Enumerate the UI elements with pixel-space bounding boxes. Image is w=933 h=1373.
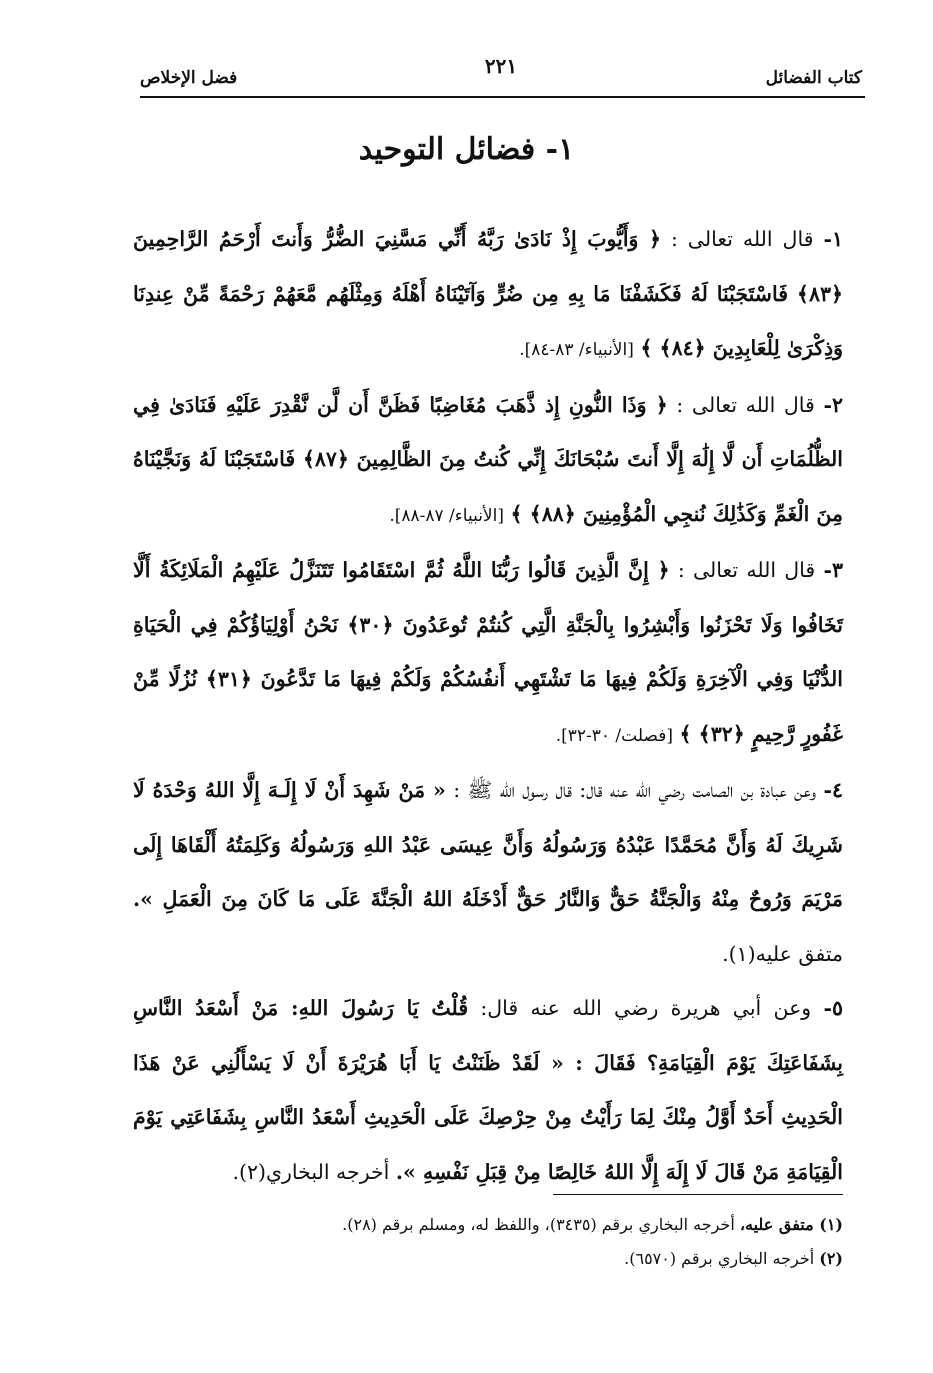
- footnote-text: أخرجه البخاري برقم (٣٤٣٥)، واللفظ له، ومسلم برقم (٢٨).: [342, 1215, 735, 1234]
- chapter-title: ١- فضائل التوحيد: [358, 132, 575, 167]
- verse-reference: [الأنبياء/ ٨٧-٨٨].: [389, 505, 504, 526]
- paragraph-2: [133, 378, 843, 544]
- paragraph-intro: قال الله تعالى :: [677, 558, 816, 582]
- quran-verse: ﴿ إِنَّ الَّذِينَ قَالُوا رَبُّنَا اللَّهُ ثُمَّ اسْتَقَامُوا تَتَنَزَّلُ عَلَيْهِمُ الْمَلَائِكَةُ أَلَّا تَخَافُوا وَلَا تَحْزَنُوا وَأَبْشِرُوا بِالْجَنَّةِ الَّتِي كُنتُمْ تُوعَدُونَ ﴿٣٠﴾ نَحْنُ أَوْلِيَاؤُكُمْ فِي الْحَيَاةِ الدُّنْيَا وَفِي الْآخِرَةِ وَلَكُمْ فِيهَا مَا تَشْتَهِي أَنفُسُكُمْ وَلَكُمْ فِيهَا مَا تَدَّعُونَ ﴿٣١﴾ نُزُلًا مِّنْ غَفُورٍ رَّحِيمٍ ﴿٣٢﴾ ﴾: [133, 558, 843, 746]
- header-divider: [140, 96, 865, 98]
- paragraph-number: ١-: [823, 227, 843, 251]
- verse-reference: [فصلت/ ٣٠-٣٢].: [555, 725, 673, 746]
- verse-reference: [الأنبياء/ ٨٣-٨٤].: [519, 340, 634, 360]
- footnotes: [133, 1208, 843, 1276]
- paragraph-1: [133, 212, 843, 378]
- paragraph-4: [133, 763, 843, 981]
- paragraph-3: [133, 543, 843, 763]
- header-page-number: ٢٢١: [484, 54, 518, 78]
- quran-verse: ﴿ وَأَيُّوبَ إِذْ نَادَىٰ رَبَّهُ أَنِّي مَسَّنِيَ الضُّرُّ وَأَنتَ أَرْحَمُ الرَّاحِمِينَ ﴿٨٣﴾ فَاسْتَجَبْنَا لَهُ فَكَشَفْنَا مَا بِهِ مِن ضُرٍّ وَآتَيْنَاهُ أَهْلَهُ وَمِثْلَهُم مَّعَهُمْ رَحْمَةً مِّنْ عِندِنَا وَذِكْرَىٰ لِلْعَابِدِينَ ﴿٨٤﴾ ﴾: [133, 227, 843, 360]
- footnote-label: (١) متفق عليه،: [739, 1215, 843, 1234]
- paragraph-intro: قال الله تعالى :: [676, 392, 815, 417]
- hadith-source: أخرجه البخاري(٢).: [232, 1159, 390, 1184]
- paragraph-intro: وعن أبي هريرة رضي الله عنه قال:: [480, 996, 812, 1020]
- footnote-2: [133, 1242, 843, 1276]
- paragraph-number: ٤-: [823, 778, 843, 802]
- quran-verse: ﴿ وَذَا النُّونِ إِذ ذَّهَبَ مُغَاضِبًا فَظَنَّ أَن لَّن نَّقْدِرَ عَلَيْهِ فَنَادَىٰ فِي الظُّلُمَاتِ أَن لَّا إِلَٰهَ إِلَّا أَنتَ سُبْحَانَكَ إِنِّي كُنتُ مِنَ الظَّالِمِينَ ﴿٨٧﴾ فَاسْتَجَبْنَا لَهُ وَنَجَّيْنَاهُ مِنَ الْغَمِّ وَكَذَٰلِكَ نُنجِي الْمُؤْمِنِينَ ﴿٨٨﴾ ﴾: [133, 392, 843, 526]
- paragraph-5: [133, 981, 843, 1199]
- footnote-divider: [553, 1194, 843, 1195]
- footnote-1: [133, 1208, 843, 1242]
- hadith-text: « مَنْ شَهِدَ أَنْ لَا إِلَـهَ إِلَّا اللهُ وَحْدَهُ لَا شَرِيكَ لَهُ وَأَنَّ مُحَمَّدًا عَبْدُهُ وَرَسُولُهُ وَأَنَّ عِيسَى عَبْدُ اللهِ وَرَسُولُهُ وَكَلِمَتُهُ أَلْقَاهَا إِلَى مَرْيَمَ وَرُوحٌ مِنْهُ وَالْجَنَّةُ حَقٌّ وَالنَّارُ حَقٌّ أَدْخَلَهُ اللهُ الْجَنَّةَ عَلَى مَا كَانَ مِنَ الْعَمَلِ ».: [133, 778, 843, 911]
- paragraph-number: ٣-: [823, 558, 843, 582]
- header-book-title: كتاب الفضائل: [765, 68, 862, 88]
- paragraph-number: ٢-: [823, 392, 843, 417]
- running-header: [140, 54, 862, 94]
- hadith-text: قُلْتُ يَا رَسُولَ اللهِ: مَنْ أَسْعَدُ النَّاسِ بِشَفَاعَتِكَ يَوْمَ الْقِيَامَةِ؟ فَقَالَ : « لَقَدْ ظَنَنْتُ يَا أَبَا هُرَيْرَةَ أَنْ لَا يَسْأَلُنِي عَنْ هَذَا الْحَدِيثِ أَحَدٌ أَوَّلُ مِنْكَ لِمَا رَأَيْتُ مِنْ حِرْصِكَ عَلَى الْحَدِيثِ أَسْعَدُ النَّاسِ بِشَفَاعَتِي يَوْمَ الْقِيَامَةِ مَنْ قَالَ لَا إِلَهَ إِلَّا اللهُ خَالِصًا مِنْ قِبَلِ نَفْسِهِ ».: [133, 996, 843, 1184]
- main-text: [133, 212, 843, 1199]
- footnote-label: (٢): [819, 1249, 843, 1268]
- paragraph-number: ٥-: [823, 996, 843, 1020]
- hadith-source: متفق عليه(١).: [722, 941, 843, 966]
- paragraph-intro: قال الله تعالى :: [670, 227, 814, 251]
- footnote-text: أخرجه البخاري برقم (٦٥٧٠).: [624, 1249, 815, 1268]
- paragraph-intro: وعن عبادة بن الصامت رضي الله عنه قال: قال رسول الله ﷺ :: [453, 778, 817, 802]
- header-section-title: فضل الإخلاص: [140, 68, 238, 88]
